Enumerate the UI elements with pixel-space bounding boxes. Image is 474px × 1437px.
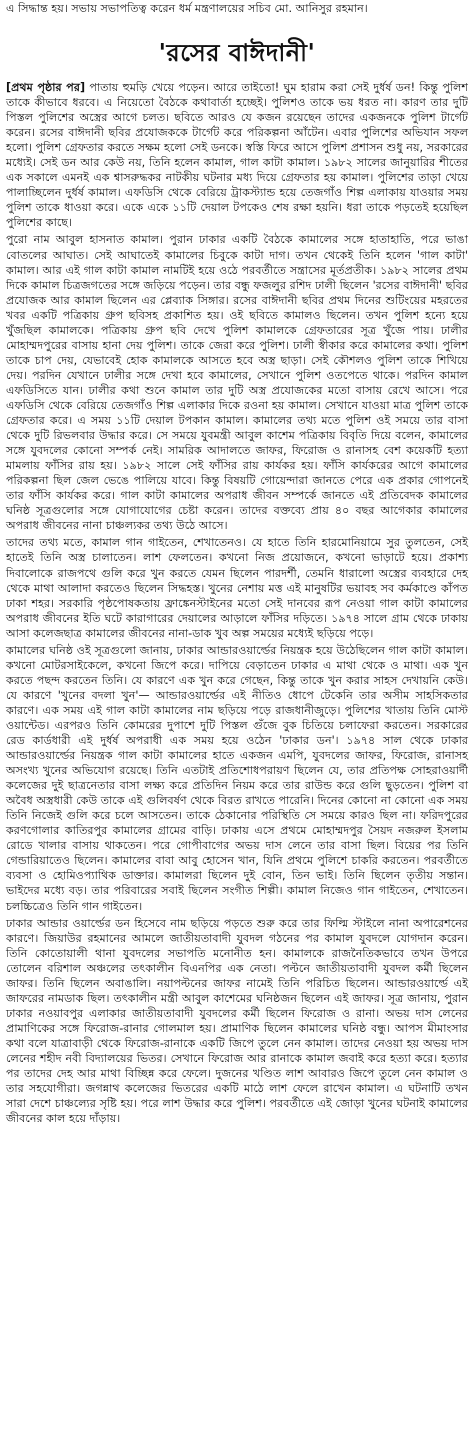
article-paragraph-1: [6, 80, 468, 230]
article-paragraph-2: পুরো নাম আবুল হাসনাত কামাল। পুরান ঢাকার একটি বৈঠকে কামালের সঙ্গে হাতাহাতি, পরে ভাঙা বোতলের আঘাত। সেই আঘাতেই কামালের চিবুকে কাটা দাগ। তখন থেকেই তিনি হলেন 'গাল কাটা' কামাল। আর এই গাল কাটা কামাল নামটিই হয়ে ওঠে পরবর্তীতে সন্ত্রাসের মূর্তপ্রতীক। ১৯৮২ সালের প্রথম দিকে কামাল চিত্রজগতের সঙ্গে জড়িয়ে পড়েন। তার বন্ধু ফজলুর রশিদ ঢালী ছিলেন 'রসের বাঈদানী' ছবির প্রযোজক আর কামাল ছিলেন এর প্লেব্যাক সিঙ্গার। রসের বাঈদানী ছবির প্রথম দিনের শুটিংয়ের মহরতের খবর একটি পত্রিকায় গ্রুপ ছবিসহ প্রকাশিত হয়। ওই ছবিতে কামালও ছিলেন। তখন পুলিশ হন্যে হয়ে খুঁজছিল কামালকে। পত্রিকায় গ্রুপ ছবি দেখে পুলিশ কামালকে গ্রেফতারের সূত্র খুঁজে পায়। ঢালীর মোহাম্মদপুরের বাসায় হানা দেয় পুলিশ। তাকে জেরা করে পুলিশ। ঢালী স্বীকার করে কামালের কথা। পুলিশ তাকে চাপ দেয়, যেভাবেই হোক কামালকে আসতে হবে অস্ত্র ছাড়া। সেই কৌশলও পুলিশ তাকে শিখিয়ে দেয়। পরদিন যেখানে ঢালীর সঙ্গে দেখা হবে কামালের, সেখানে পুলিশ ওতপেতে থাকে। পরদিন কামাল এফডিসিতে যান। ঢালীর কথা শুনে কামাল তার দুটি অস্ত্র প্রযোজকের মতো বাসায় রেখে আসে। পরে এফডিসি থেকে বেরিয়ে তেজগাঁও শিল্প এলাকার দিকে রওনা হয় কামাল। সেখানে যাওয়া মাত্র পুলিশ তাকে গ্রেফতার করে। এ সময় ১১টি দেয়াল টপকান কামাল। কামালের তথ্য মতে পুলিশ ওই সময়ে তার বাসা থেকে দুটি রিভলবার উদ্ধার করে। সে সময়ে যুবমন্ত্রী আবুল কাশেম পত্রিকায় বিবৃতি দিয়ে বলেন, কামালের সঙ্গে যুবদলের কোনো সম্পর্ক নেই। সামরিক আদালতে জাফর, ফিরোজ ও রানাসহ বেশ কয়েকটি হত্যা মামলায় ফাঁসির রায় হয়। ১৯৮২ সালে সেই ফাঁসির রায় কার্যকর হয়। ফাঁসি কার্যকরের আগে কামালের পরিকল্পনা ছিল জেল ভেঙে পালিয়ে যাবে। কিন্তু বিষয়টি গোয়েন্দারা জানতে পেরে এক প্রকার গোপনেই তার ফাঁসি কার্যকর করে। গাল কাটা কামালের অপরাধ জীবন সম্পর্কে জানতে এই প্রতিবেদক কামালের ঘনিষ্ঠ সূত্রগুলোর সঙ্গে যোগাযোগের চেষ্টা করেন। তাদের বক্তব্যে প্রায় ৪০ বছর আগেকার কামালের অপরাধ জীবনের নানা চাঞ্চল্যকর তথ্য উঠে আসে।: [6, 233, 468, 533]
article-paragraph-3: তাদের তথ্য মতে, কামাল গান গাইতেন, শেখাতেনও। যে হাতে তিনি হারমোনিয়ামে সুর তুলতেন, সেই হাতেই তিনি অস্ত্র চালাতেন। লাশ ফেলতেন। কখনো নিজ প্রয়োজনে, কখনো ভাড়াটে হয়ে। প্রকাশ্য দিবালোকে রাজপথে গুলি করে খুন করতে যেমন ছিলেন পারদর্শী, তেমনি ধারালো অস্ত্রের ব্যবহারে দেহ থেকে মাথা আলাদা করতেও ছিলেন সিদ্ধহস্ত। খুনের নেশায় মত্ত এই মানুষটির ভয়াবহ সব কর্মকাণ্ডে কাঁপত ঢাকা শহর। সরকারি পৃষ্ঠপোষকতায় ফ্রাঙ্কেনস্টাইনের মতো সেই দানবের রূপ নেওয়া গাল কাটা কামালের অপরাধ জীবনের ইতি ঘটে কারাগারের দেয়ালের আড়ালে ফাঁসির দড়িতে। ১৯৭৪ সালে গ্রাম থেকে ঢাকায় আসা কলেজছাত্র কামালের জীবনের নানা-ডাক খুব অল্প সময়ের মধ্যেই ছড়িয়ে পড়ে।: [6, 536, 468, 640]
continued-from-label: [প্রথম পৃষ্ঠার পর]: [6, 81, 86, 94]
previous-article-tail: এ সিদ্ধান্ত হয়। সভায় সভাপতিত্ব করেন ধর্ম মন্ত্রণালয়ের সচিব মো. আনিসুর রহমান।: [6, 2, 368, 15]
article-paragraph-5: ঢাকার আন্ডার ওয়ার্ল্ডের ডন হিসেবে নাম ছড়িয়ে পড়তে শুরু করে তার ফিল্মি স্টাইলে নানা অপারেশনের কারণে। জিয়াউর রহমানের আমলে জাতীয়তাবাদী যুবদল গঠনের পর কামাল যুবদলে যোগদান করেন। তিনি কোতোয়ালী থানা যুবদলের সভাপতি মনোনীত হন। কামালকে রাজনৈতিকভাবে তখন উপরে তোলেন বরিশাল অঞ্চলের তৎকালীন বিএনপির এক নেতা। পল্টনে জাতীয়তাবাদী যুবদল কর্মী ছিলেন জাফর। তিনি ছিলেন অবাঙালি। নয়াপল্টনের জাফর নামেই তিনি পরিচিত ছিলেন। আন্ডারওয়ার্ল্ডে এই জাফরের নামডাক ছিল। তৎকালীন মন্ত্রী আবুল কাশেমের ঘনিষ্ঠজন ছিলেন এই জাফর। সূত্র জানায়, পুরান ঢাকার নওয়াবপুর এলাকার জাতীয়তাবাদী যুবদলের কর্মী ছিলেন ফিরোজ ও রানা। অভয় দাস লেনের প্রামাণিকের সঙ্গে ফিরোজ-রানার গোলমাল হয়। প্রামাণিক ছিলেন কামালের ঘনিষ্ঠ বন্ধু। আপস মীমাংসার কথা বলে যাত্রাবাড়ী থেকে ফিরোজ-রানাকে একটি জিপে তুলে নেন কামাল। তাদের নেওয়া হয় অভয় দাস লেনের শহীদ নবী বিদ্যালয়ের ভিতর। সেখানে ফিরোজ আর রানাকে কামাল জবাই করে হত্যা করে। হত্যার পর তাদের দেহ আর মাথা বিচ্ছিন্ন করে ফেলে। দুজনের খণ্ডিত লাশ আবারও জিপে তুলে নেন কামাল ও তার সহযোগীরা। জগন্নাথ কলেজের ভিতরের একটি মাঠে লাশ ফেলে রাখেন কামাল। এ ঘটনাটি তখন সারা দেশে চাঞ্চল্যের সৃষ্টি হয়। পরে লাশ উদ্ধার করে পুলিশ। পরবর্তীতে এই জোড়া খুনের ঘটনাই কামালের জীবনের কাল হয়ে দাঁড়ায়।: [6, 916, 468, 1126]
headline-block: [6, 30, 468, 80]
article-paragraph-4: কামালের ঘনিষ্ঠ ওই সূত্রগুলো জানায়, ঢাকার আন্ডারওয়ার্ল্ডের নিয়ন্ত্রক হয়ে উঠেছিলেন গাল কাটা কামাল। কখনো মোটরসাইকেলে, কখনো জিপে করে। দাপিয়ে বেড়াতেন ঢাকার এ মাথা থেকে ও মাথা। এক খুন করতে পছন্দ করতেন তিনি। যে কারণে এক খুন করে গেছেন, কিন্তু তাকে খুন করার সাহস দেখায়নি কেউ। যে কারণে 'খুনের বদলা খুন'— আন্ডারওয়ার্ল্ডের এই নীতিও ধোপে টেকেনি তার অসীম সাহসিকতার কারণে। এক সময় এই গাল কাটা কামালের নাম ছড়িয়ে পড়ে রাজধানীজুড়ে। পুলিশের খাতায় তিনি মোস্ট ওয়ান্টেড। এরপরও তিনি কোমরের দুপাশে দুটি পিস্তল গুঁজে বুক চিতিয়ে চলাফেরা করতেন। সরকারের রেড কার্ডধারী এই দুর্ধর্ষ অপরাধী এক সময় হয়ে ওঠেন 'ঢাকার ডন'। ১৯৭৪ সাল থেকে ঢাকার আন্ডারওয়ার্ল্ডের নিয়ন্ত্রক গাল কাটা কামালের হাতে একজন এমপি, যুবদলের জাফর, ফিরোজ, রানাসহ অসংখ্য খুনের অভিযোগ রয়েছে। তিনি এতটাই প্রতিশোধপরায়ণ ছিলেন যে, তার প্রতিপক্ষ সোহরাওয়ার্দী কলেজের দুই ছাত্রনেতার বাসা লক্ষ্য করে প্রতিদিন নিয়ম করে তার রাউন্ড করে গুলি ছুড়তেন। পুলিশ বা অবৈধ অস্ত্রধারী কেউ তাকে এই গুলিবর্ষণ থেকে বিরত রাখতে পারেনি। দিনের কোনো না কোনো এক সময় তিনি নিজেই গুলি করে চলে আসতেন। তাকে ঠেকানোর পরিস্থিতি সে সময়ে কারও ছিল না। ফরিদপুরের করণগোলার কাতিরপুর কামালের গ্রামের বাড়ি। ঢাকায় এসে প্রথমে মোহাম্মদপুর সৈয়দ নজরুল ইসলাম রোডে খালার বাসায় থাকতেন। পরে গোপীবাগের অভয় দাস লেনে তার বাসা ছিল। বিয়ের পর তিনি গেন্ডারিয়াতেও ছিলেন। কামালের বাবা আবু হোসেন খান, যিনি প্রথমে পুলিশে চাকরি করতেন। পরবর্তীতে ব্যবসা ও হোমিওপ্যাথিক ডাক্তার। কামালরা ছিলেন দুই বোন, তিন ভাই। তিনি ছিলেন তৃতীয় সন্তান। ভাইদের মধ্যে বড়। তার পরিবারের সবাই ছিলেন সংগীত শিল্পী। কামাল নিজেও গান গাইতেন, শেখাতেন। চলচ্চিত্রেও তিনি গান গাইতেন।: [6, 643, 468, 913]
paragraph-1-text: পাতায় হুমড়ি খেয়ে পড়েন। আরে তাইতো! ঘুম হারাম করা সেই দুর্ধর্ষ ডন! কিন্তু পুলিশ তাকে কীভাবে ধরবে। এ নিয়েতো বৈঠকে কথাবার্তা হচ্ছেই। পুলিশও তাকে ভয় ধরত না। কারণ তার দুটি পিস্তল পুলিশের অস্ত্রের আগে চলত। ছবিতে আরও যে কজন রয়েছেন তাদের একজনকে পুলিশ টার্গেট করেন। রসের বাঈদানী ছবির প্রযোজককে টার্গেট করে পরিকল্পনা আঁটেন। এবার পুলিশের অভিযান সফল হলো। পুলিশ গ্রেফতার করতে সক্ষম হলো সেই ডনকে। স্বস্তি ফিরে আসে পুলিশ প্রশাসন শুধু নয়, সরকারের মধ্যেই। সেই ডন আর কেউ নয়, তিনি হলেন কামাল, গাল কাটা কামাল। ১৯৮২ সালের জানুয়ারির শীতের এক সকালে এমনই এক শ্বাসরুদ্ধকর নাটকীয় ঘটনার মধ্য দিয়ে গ্রেফতার হয় কামাল। পুলিশের তাড়া খেয়ে পালাচ্ছিলেন দুর্ধর্ষ কামাল। এফডিসি থেকে বেরিয়ে ট্রাকস্ট্যান্ড হয়ে তেজগাঁও শিল্প এলাকায় যাওয়ার সময় পুলিশ তাকে ধাওয়া করে। একে একে ১১টি দেয়াল টপকেও শেষ রক্ষা হয়নি। ধরা তাকে পড়তেই হয়েছিল পুলিশের কাছে।: [6, 81, 469, 230]
article-title: 'রসের বাঈদানী': [158, 38, 316, 67]
article-body: [6, 80, 468, 1126]
